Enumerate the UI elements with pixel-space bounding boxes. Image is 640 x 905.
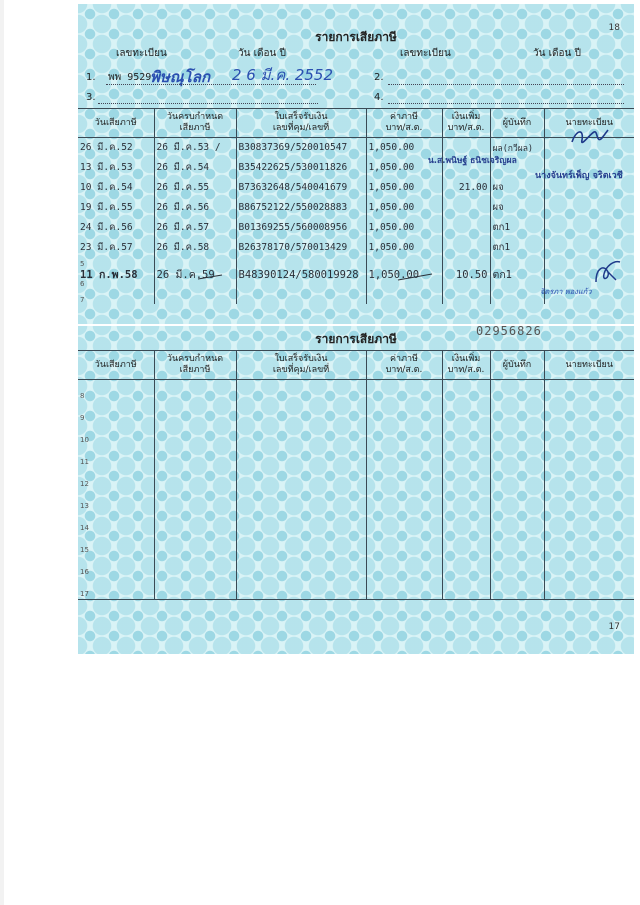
receipt-number: B73632648/540041679	[236, 178, 366, 198]
row-marker: 7	[80, 296, 85, 304]
receipt-number: B86752122/550028883	[236, 198, 366, 218]
registration-index: 3.	[86, 92, 96, 103]
date-label: วัน เดือน ปี	[238, 48, 286, 59]
column-header-text: วันครบกำหนด เสียภาษี	[166, 354, 224, 375]
column-header	[490, 351, 544, 380]
column-header	[544, 351, 634, 380]
registrar-signature-1	[568, 124, 612, 150]
paid-date: 24 มี.ค.56	[80, 222, 133, 233]
tax-record-sheet-bottom	[78, 326, 634, 654]
row-marker: 16	[80, 568, 89, 576]
page-edge	[0, 0, 4, 905]
official-stamp-text: น.ส.พนิษฐ์ ธนิชเจริญผล	[428, 156, 517, 166]
row-marker: 10	[80, 436, 89, 444]
row-marker: 17	[80, 590, 89, 598]
paid-date: 13 มี.ค.53	[80, 162, 133, 173]
registrar	[544, 238, 634, 258]
paid-date: 23 มี.ค.57	[80, 242, 133, 253]
row-marker: 8	[80, 392, 85, 400]
receipt-number: B30837369/520010547	[236, 138, 366, 158]
serial-number-fragment: 02956826	[476, 326, 542, 338]
registrar-name-handwritten: จิตรภา พองแก้ว	[540, 287, 592, 296]
surcharge-amount: 10.50	[442, 258, 490, 292]
column-header	[366, 109, 442, 138]
row-marker: 9	[80, 414, 85, 422]
column-header-text: วันเสียภาษี	[94, 117, 137, 128]
column-header	[154, 109, 236, 138]
column-header-text: เงินเพิ่ม บาท/ส.ต.	[447, 354, 485, 375]
table-row	[78, 238, 634, 258]
table-row	[78, 490, 634, 512]
paid-date: 19 มี.ค.55	[80, 202, 133, 213]
plate-number: พพ 9529	[108, 72, 152, 83]
column-header-text: ใบเสร็จรับเงิน เลขที่คุม/เลขที่	[272, 354, 330, 375]
table-row	[78, 468, 634, 490]
column-header-text: วันครบกำหนด เสียภาษี	[166, 112, 224, 133]
due-date: 26 มี.ค.54	[154, 158, 236, 178]
receipt-number: B35422625/530011826	[236, 158, 366, 178]
tax-amount: 1,050.00	[366, 198, 442, 218]
receipt-number: B01369255/560008956	[236, 218, 366, 238]
column-header	[154, 351, 236, 380]
page-number: 17	[608, 622, 620, 632]
reg-number-label: เลขทะเบียน	[116, 48, 167, 59]
row-marker: 11	[80, 458, 89, 466]
column-header-text: ค่าภาษี บาท/ส.ต.	[385, 354, 423, 375]
due-date: 26 มี.ค.57	[154, 218, 236, 238]
correction-mark	[396, 270, 436, 284]
column-header	[236, 351, 366, 380]
row-marker: 14	[80, 524, 89, 532]
tax-amount: 1,050.00	[366, 178, 442, 198]
registrar-name-stamp: นางจันทร์เพ็ญ จริตเวชี	[535, 171, 623, 181]
column-header	[78, 351, 154, 380]
registrar	[544, 198, 634, 218]
surcharge-amount	[442, 198, 490, 218]
registration-date-handwritten: 2 6 มี.ค. 2552	[232, 66, 334, 84]
surcharge-amount	[442, 238, 490, 258]
registrar	[544, 218, 634, 238]
tax-payment-table	[78, 108, 634, 304]
paid-date: 26 มี.ค.52	[80, 142, 133, 154]
surcharge-amount	[442, 218, 490, 238]
registration-index: 4.	[374, 92, 384, 103]
receipt-number: B26378170/570013429	[236, 238, 366, 258]
tax-amount: 1,050.00	[366, 218, 442, 238]
recorder: ผล(กวีผล)	[490, 138, 544, 158]
tax-payment-table-blank	[78, 350, 634, 600]
tax-amount: 1,050.00	[366, 238, 442, 258]
tax-amount: 1,050.00	[366, 158, 442, 178]
column-header	[366, 351, 442, 380]
column-header-text: ผู้บันทึก	[502, 117, 532, 128]
table-row	[78, 402, 634, 424]
table-row	[78, 198, 634, 218]
tax-amount: 1,050.00	[366, 258, 442, 292]
table-row	[78, 556, 634, 578]
registration-index: 1.	[86, 72, 96, 83]
recorder: ตก1	[490, 238, 544, 258]
page-number: 18	[608, 23, 620, 33]
receipt-number: B48390124/580019928	[236, 258, 366, 292]
column-header-text: ใบเสร็จรับเงิน เลขที่คุม/เลขที่	[272, 112, 330, 133]
row-marker: 15	[80, 546, 89, 554]
table-row	[78, 446, 634, 468]
section-title: รายการเสียภาษี	[315, 30, 397, 44]
surcharge-amount: 21.00	[442, 178, 490, 198]
correction-mark	[196, 271, 226, 283]
table-row	[78, 380, 634, 402]
row-marker: 5	[80, 260, 85, 268]
registration-line	[106, 84, 316, 85]
recorder: ผจ	[490, 198, 544, 218]
recorder: ผจ	[490, 178, 544, 198]
row-marker: 13	[80, 502, 89, 510]
due-date: 26 มี.ค.58	[154, 238, 236, 258]
section-title: รายการเสียภาษี	[315, 332, 397, 346]
recorder: ตก1	[490, 218, 544, 238]
table-row	[78, 218, 634, 238]
column-header	[490, 109, 544, 138]
table-row	[78, 424, 634, 446]
column-header-text: ค่าภาษี บาท/ส.ต.	[385, 112, 423, 133]
province-handwritten: พิษณุโลก	[150, 68, 211, 86]
table-row	[78, 138, 634, 158]
column-header	[442, 109, 490, 138]
registration-line	[98, 103, 318, 104]
column-header-text: เงินเพิ่ม บาท/ส.ต.	[447, 112, 485, 133]
reg-number-label-right: เลขทะเบียน	[400, 48, 451, 59]
tax-amount: 1,050.00	[366, 138, 442, 158]
due-date: 26 มี.ค.55	[154, 178, 236, 198]
table-row	[78, 578, 634, 600]
date-label-right: วัน เดือน ปี	[533, 48, 581, 59]
paid-date: 10 มี.ค.54	[80, 182, 133, 193]
table-row	[78, 534, 634, 556]
registration-line	[388, 84, 624, 85]
registration-line	[388, 103, 624, 104]
tax-record-sheet-top	[78, 4, 634, 324]
column-header	[236, 109, 366, 138]
due-date: 26 มี.ค.53 /	[154, 138, 236, 158]
column-header-text: ผู้บันทึก	[502, 359, 532, 370]
table-row	[78, 512, 634, 534]
recorder: ตก1	[490, 258, 544, 292]
due-date: 26 มี.ค.59	[154, 258, 236, 292]
registrar-signature-2	[590, 256, 626, 288]
paid-date: 11 ก.พ.58	[80, 269, 138, 281]
registration-index: 2.	[374, 72, 384, 83]
row-marker: 12	[80, 480, 89, 488]
column-header	[78, 109, 154, 138]
due-date: 26 มี.ค.56	[154, 198, 236, 218]
column-header-text: นายทะเบียน	[565, 359, 613, 370]
row-marker: 6	[80, 280, 85, 288]
column-header-text: นายทะเบียน	[565, 117, 613, 128]
column-header-text: วันเสียภาษี	[94, 359, 137, 370]
column-header	[442, 351, 490, 380]
